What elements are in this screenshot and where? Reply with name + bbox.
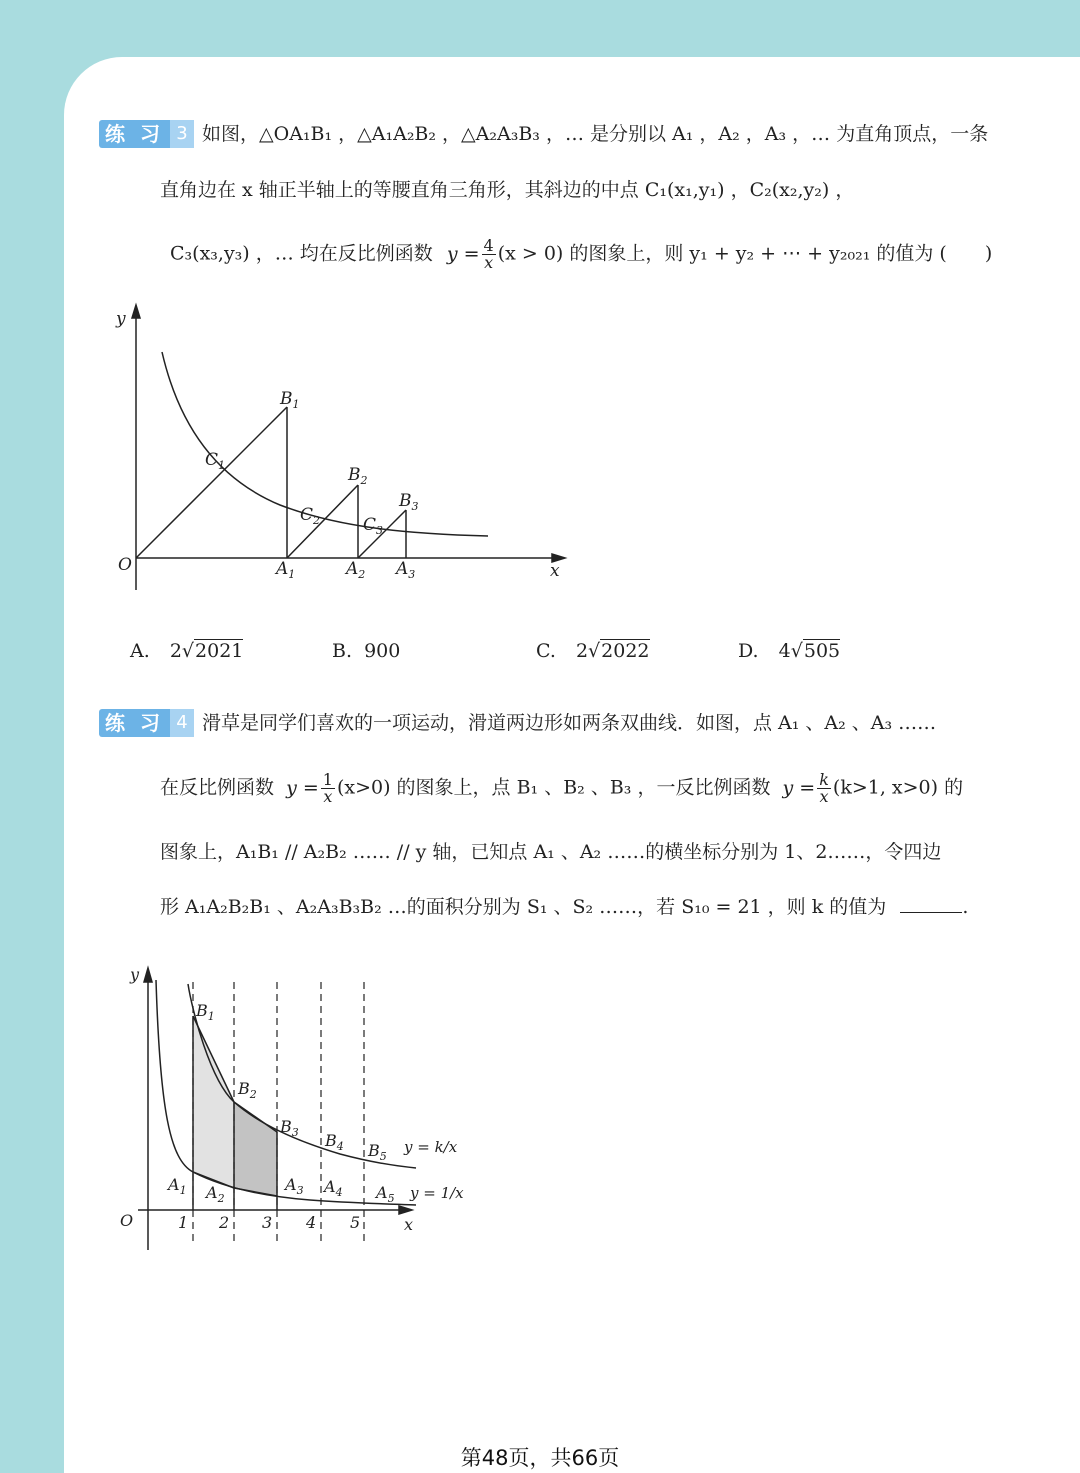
ex4-fn1-num: 1: [322, 770, 333, 789]
ex4-fn2-num: k: [819, 770, 829, 789]
ex4-line-4-end: .: [962, 896, 969, 918]
ex3-line-3: [170, 238, 992, 271]
ex4-fn2-den: x: [819, 787, 829, 806]
x-axis-arrow: [399, 1206, 412, 1214]
label-a5: $A_5$: [376, 1183, 395, 1205]
tick-3: 3: [262, 1213, 273, 1232]
ex3-fraction: [482, 238, 496, 271]
label-b3: $B_3$: [399, 491, 419, 513]
exercise-tag-number: 4: [170, 709, 194, 737]
ex4-fraction-2: [817, 772, 831, 805]
exercise-tag-number: 3: [170, 120, 194, 148]
ex4-fn1-y: y =: [286, 776, 319, 799]
label-a3: $A_3$: [285, 1175, 304, 1197]
exercise-3-tag: [99, 120, 194, 148]
label-c2: $C_2$: [300, 505, 321, 527]
label-origin: O: [118, 555, 132, 575]
label-b5: $B_5$: [368, 1141, 387, 1163]
label-a4: $A_4$: [324, 1177, 343, 1199]
label-b3: $B_3$: [280, 1117, 299, 1139]
ex4-fraction-1: [321, 772, 335, 805]
hyperbola-curve: [162, 352, 488, 536]
label-fn-1-over-x: y = 1/x: [410, 1184, 464, 1202]
option-a[interactable]: [130, 640, 243, 662]
exercise-tag-label: 练 习: [99, 709, 170, 737]
ex3-figure: [110, 300, 580, 590]
ex4-line-2: [160, 772, 963, 805]
option-c-root: 2022: [601, 640, 650, 662]
ex3-fn-y: y =: [446, 242, 480, 265]
label-y: y: [130, 965, 140, 984]
label-fn-k-over-x: y = k/x: [404, 1138, 458, 1156]
ex4-line-4-text: 形 A₁A₂B₂B₁ 、A₂A₃B₃B₂ …的面积分别为 S₁ 、S₂ ……，若 S₁₀ = 21 ，则 k 的值为: [160, 896, 887, 918]
option-d[interactable]: [738, 640, 840, 662]
exercise-4-tag: [99, 709, 194, 737]
label-b2: $B_2$: [348, 465, 368, 487]
ex3-fn-den: x: [484, 253, 494, 272]
label-x: x: [404, 1215, 414, 1234]
ex4-line-4: [160, 892, 968, 921]
option-d-coef: 4: [778, 640, 791, 662]
label-b1: $B_1$: [196, 1001, 215, 1023]
answer-blank[interactable]: [900, 892, 962, 913]
label-x: x: [550, 561, 560, 581]
option-b-letter: B.: [332, 640, 353, 662]
y-axis-arrow: [132, 305, 140, 318]
sqrt-icon: √: [588, 640, 601, 662]
option-d-root: 505: [803, 640, 841, 662]
ex3-fn-num: 4: [483, 236, 494, 255]
option-a-root: 2021: [195, 640, 244, 662]
label-a3: $A_3$: [396, 559, 416, 581]
label-b1: $B_1$: [280, 389, 300, 411]
option-a-letter: A.: [130, 640, 150, 662]
tick-5: 5: [350, 1213, 361, 1232]
page-footer: 第48页，共66页: [460, 1446, 620, 1470]
tick-2: 2: [219, 1213, 230, 1232]
sqrt-icon: √: [790, 640, 803, 662]
ex4-figure: [110, 960, 480, 1250]
ex4-line-1: 滑草是同学们喜欢的一项运动，滑道两边形如两条双曲线．如图，点 A₁ 、A₂ 、A₃ ……: [202, 712, 937, 734]
option-b[interactable]: [332, 640, 400, 662]
label-b4: $B_4$: [325, 1131, 344, 1153]
ex4-line-2-c: (k>1, x>0) 的: [832, 776, 964, 799]
sqrt-icon: √: [181, 640, 195, 662]
label-c1: $C_1$: [205, 450, 226, 472]
label-origin: O: [120, 1211, 134, 1230]
option-c[interactable]: [536, 640, 650, 662]
option-a-coef: 2: [169, 640, 182, 662]
option-b-value: 900: [364, 640, 401, 662]
ex3-line-3-a: C₃(x₃,y₃) ，… 均在反比例函数: [170, 242, 433, 265]
ex3-line-1: 如图，△OA₁B₁ ，△A₁A₂B₂ ，△A₂A₃B₃ ，… 是分别以 A₁ ，A₂ ，A₃ ，… 为直角顶点，一条: [202, 123, 989, 145]
label-a2: $A_2$: [206, 1183, 225, 1205]
exercise-tag-label: 练 习: [99, 120, 170, 148]
option-d-letter: D.: [738, 640, 759, 662]
ex3-line-3-b: (x > 0) 的图象上，则 y₁ + y₂ + ⋯ + y₂₀₂₁ 的值为 ( ): [497, 242, 993, 265]
ex4-line-3: 图象上，A₁B₁ // A₂B₂ …… // y 轴，已知点 A₁ 、A₂ ……的横坐标分别为 1、2……，令四边: [160, 841, 942, 863]
hypotenuse-ob1: [136, 407, 287, 558]
ex4-line-2-a: 在反比例函数: [160, 776, 275, 799]
option-c-coef: 2: [575, 640, 589, 662]
hypotenuse-a1b2: [287, 485, 358, 558]
label-c3: $C_3$: [363, 515, 384, 537]
ex3-line-2: 直角边在 x 轴正半轴上的等腰直角三角形，其斜边的中点 C₁(x₁,y₁) ，C₂(x₂,y₂) ，: [160, 179, 855, 201]
option-c-letter: C.: [536, 640, 556, 662]
label-a1: $A_1$: [168, 1175, 187, 1197]
ex4-fn2-y: y =: [782, 776, 816, 799]
label-a1: $A_1$: [276, 559, 296, 581]
ex4-fn1-den: x: [323, 787, 333, 806]
tick-1: 1: [178, 1213, 189, 1232]
label-y: y: [116, 309, 126, 329]
ex4-line-2-b: (x>0) 的图象上，点 B₁ 、B₂ 、B₃ ，一反比例函数: [336, 776, 771, 799]
region-s1: [193, 1016, 234, 1188]
y-axis-arrow: [144, 968, 152, 982]
label-b2: $B_2$: [238, 1079, 257, 1101]
label-a2: $A_2$: [346, 559, 366, 581]
tick-4: 4: [306, 1213, 317, 1232]
